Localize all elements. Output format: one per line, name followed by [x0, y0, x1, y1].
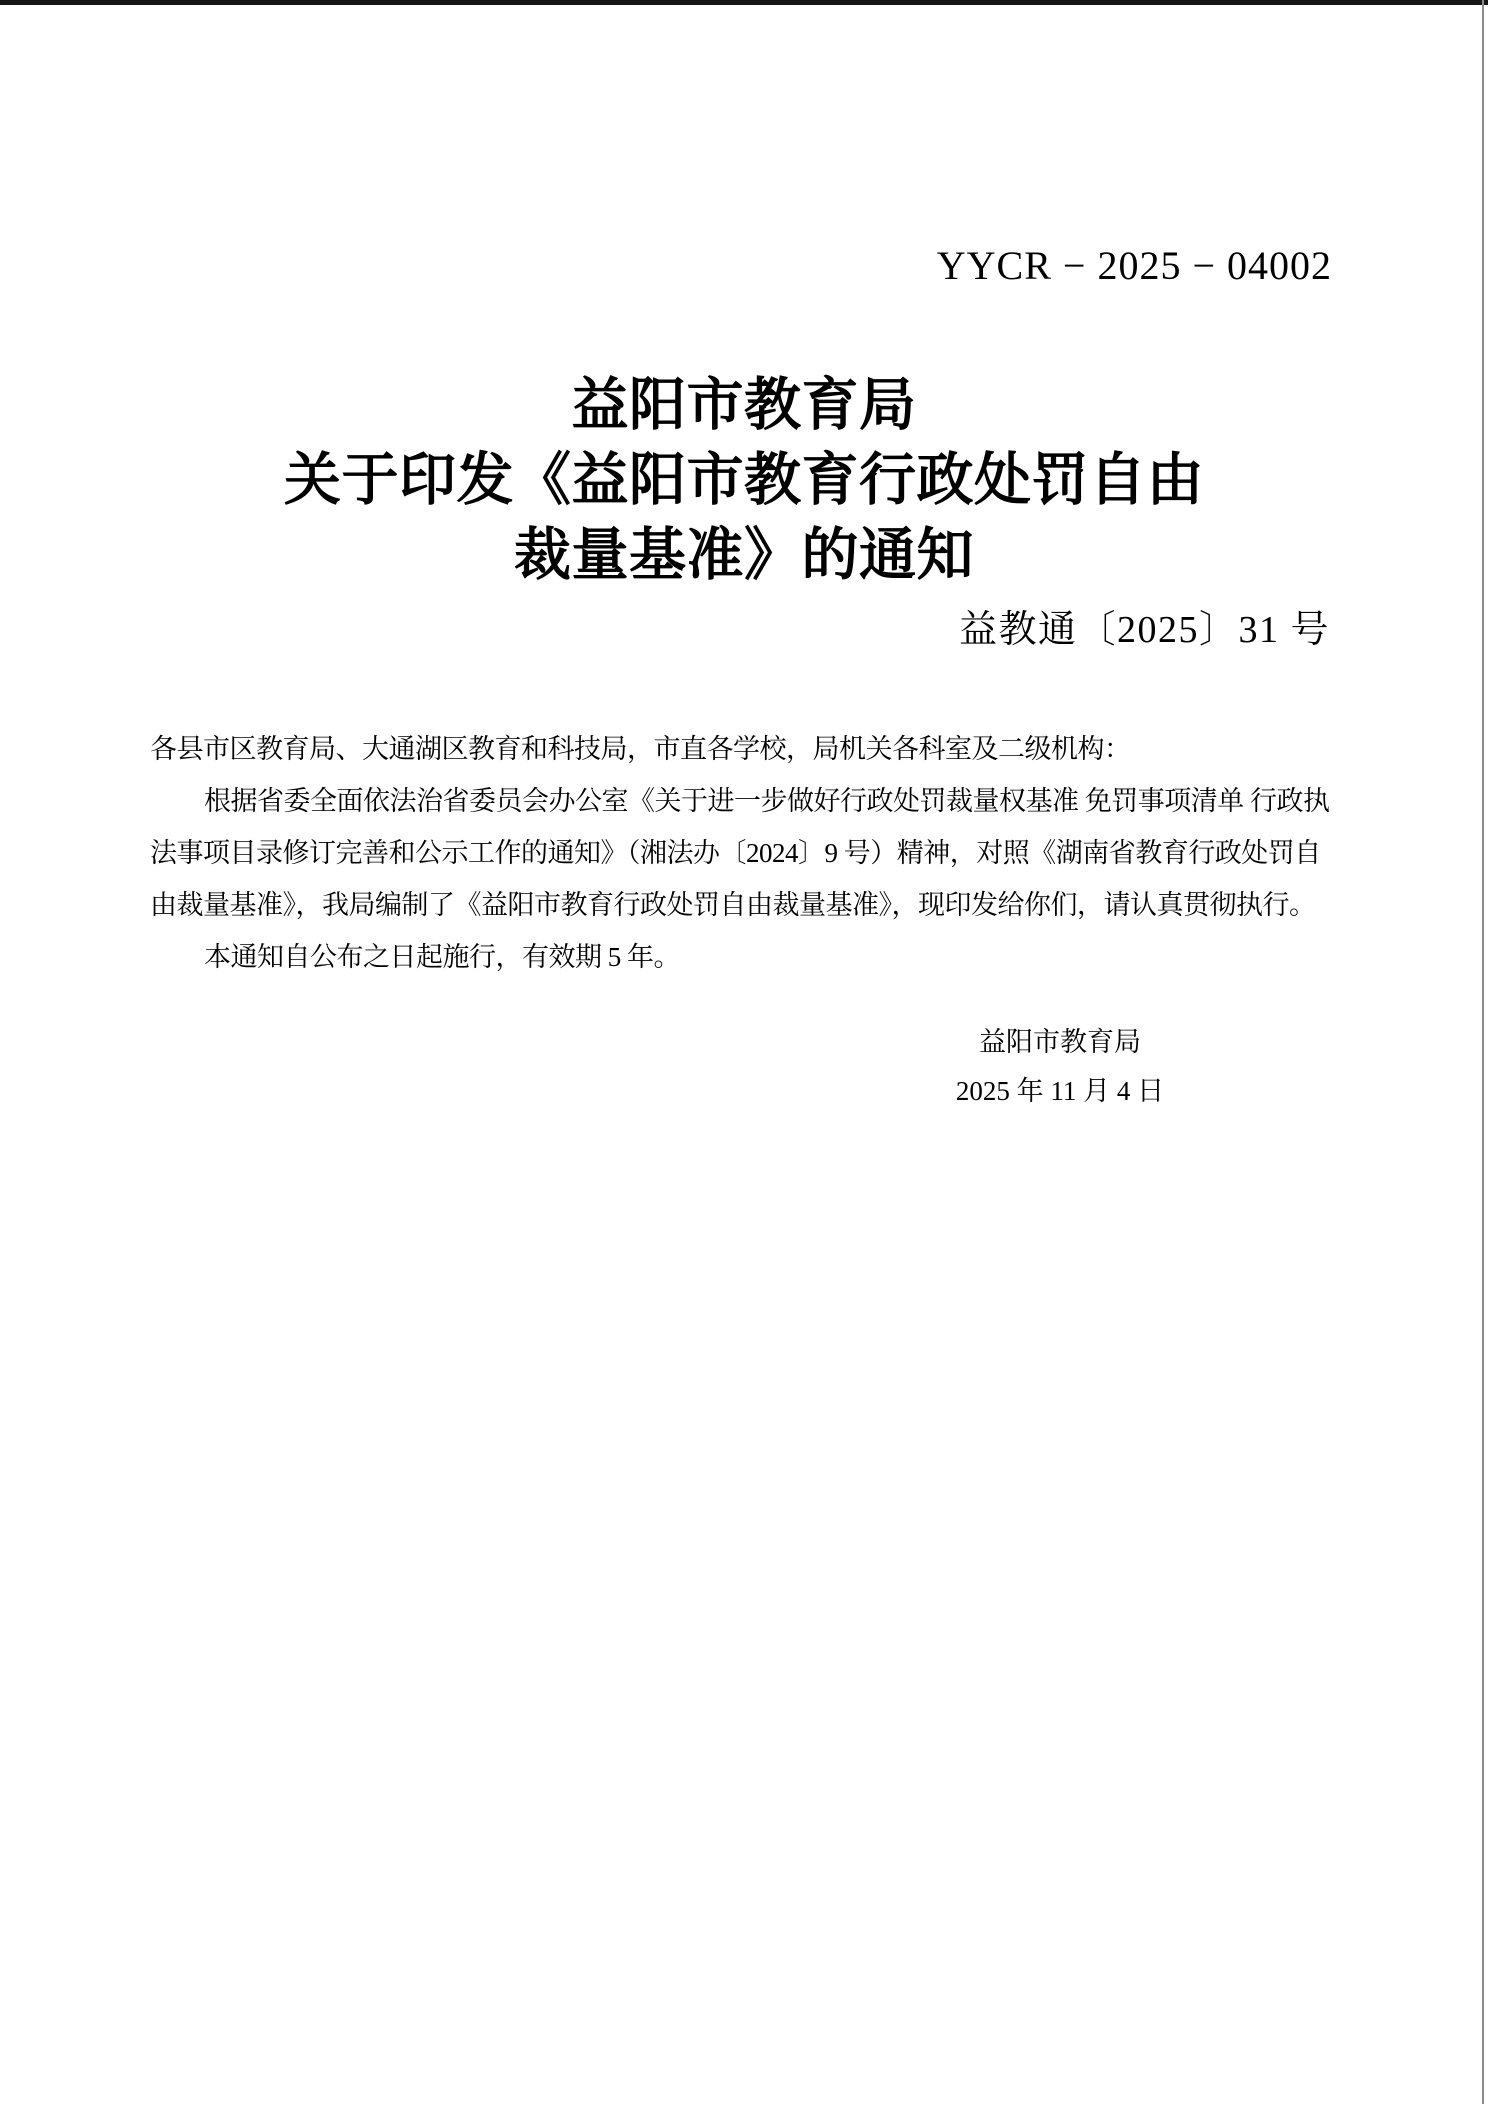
body-paragraph-1-line-3: 由裁量基准》，我局编制了《益阳市教育行政处罚自由裁量基准》，现印发给你们，请认真贯彻执行。: [150, 890, 1316, 920]
title-line-3: 裁量基准》的通知: [514, 524, 974, 587]
title-line-2: 关于印发《益阳市教育行政处罚自由: [284, 449, 1204, 512]
issue-number: 益教通〔2025〕31 号: [958, 609, 1330, 651]
salutation-line: 各县市区教育局、大通湖区教育和科技局，市直各学校，局机关各科室及二级机构：: [150, 734, 1131, 764]
document-title: [0, 368, 1488, 593]
signature-block: [850, 1018, 1270, 1116]
document-body: [150, 723, 1350, 983]
body-paragraph-2: 本通知自公布之日起施行，有效期 5 年。: [204, 942, 680, 972]
document-reference-code: YYCR − 2025 − 04002: [936, 243, 1332, 288]
top-edge-bar: [0, 0, 1488, 5]
body-paragraph-1-line-1: 根据省委全面依法治省委员会办公室《关于进一步做好行政处罚裁量权基准 免罚事项清单 行政执: [204, 786, 1330, 816]
signature-organization: 益阳市教育局: [979, 1027, 1141, 1057]
title-line-1: 益阳市教育局: [571, 374, 917, 437]
right-edge-border-line: [1482, 0, 1484, 2104]
signature-date: 2025 年 11 月 4 日: [955, 1076, 1165, 1106]
body-paragraph-1-line-2: 法事项目录修订完善和公示工作的通知》（湘法办〔2024〕9 号）精神，对照《湖南省教育行政处罚自: [150, 838, 1321, 868]
